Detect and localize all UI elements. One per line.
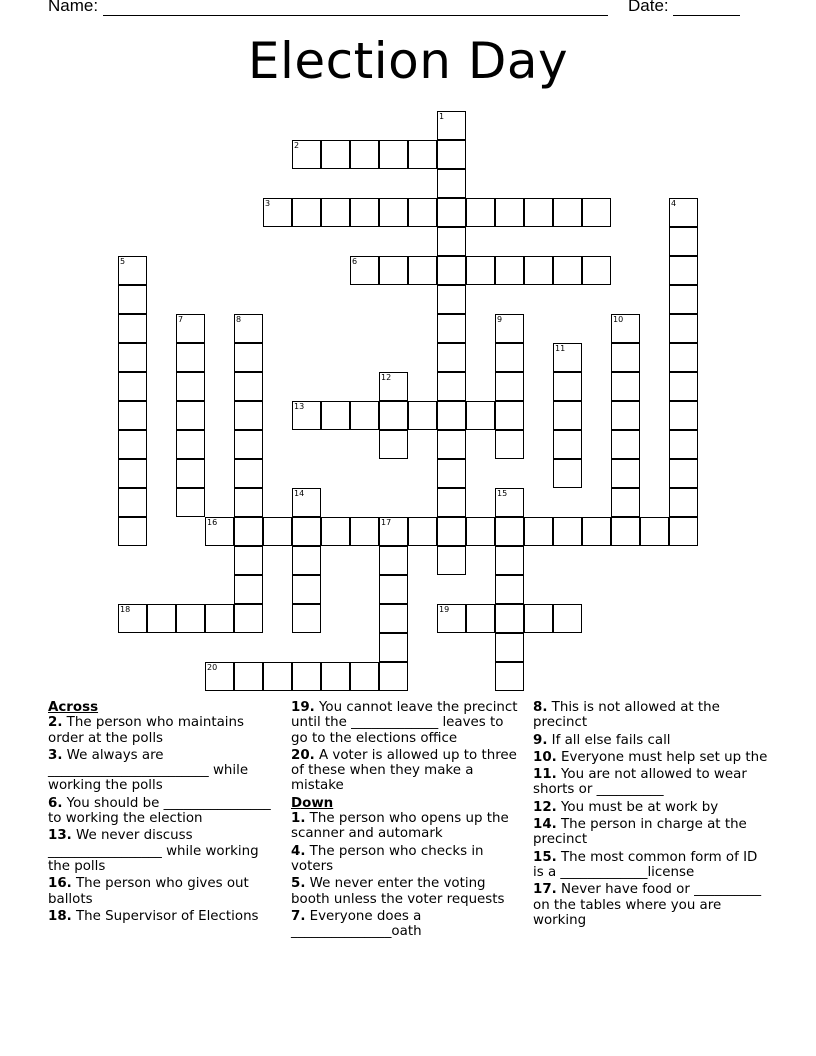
clue-number: 7	[178, 315, 184, 324]
grid-cell[interactable]	[176, 488, 205, 517]
date-label: Date:	[628, 0, 669, 15]
clue-number: 12	[381, 373, 392, 382]
grid-cell[interactable]	[495, 488, 524, 517]
grid-cell[interactable]	[437, 285, 466, 314]
grid-cell[interactable]	[640, 517, 669, 546]
grid-cell[interactable]	[553, 604, 582, 633]
grid-cell[interactable]	[321, 401, 350, 430]
grid-cell[interactable]	[466, 604, 495, 633]
clue-down-12: 12. You must be at work by	[533, 799, 719, 815]
grid-cell[interactable]	[205, 662, 234, 691]
grid-cell[interactable]	[234, 575, 263, 604]
grid-cell[interactable]	[669, 430, 698, 459]
grid-cell[interactable]	[524, 198, 553, 227]
grid-cell[interactable]	[292, 401, 321, 430]
grid-cell[interactable]	[350, 140, 379, 169]
grid-cell[interactable]	[611, 459, 640, 488]
grid-cell[interactable]	[263, 662, 292, 691]
grid-cell[interactable]	[437, 169, 466, 198]
clue-across-13: 13. We never discuss _________________ while working the polls	[48, 828, 259, 874]
grid-cell[interactable]	[379, 140, 408, 169]
clue-down-7: 7. Everyone does a _______________oath	[291, 908, 422, 940]
grid-cell[interactable]	[495, 546, 524, 575]
clue-across-2: 2. The person who maintains order at the polls	[48, 715, 244, 746]
grid-cell[interactable]	[669, 459, 698, 488]
clue-number: 14	[294, 489, 305, 498]
grid-cell[interactable]	[437, 372, 466, 401]
grid-cell[interactable]	[234, 459, 263, 488]
grid-cell[interactable]	[379, 372, 408, 401]
grid-cell[interactable]	[437, 517, 466, 546]
grid-cell[interactable]	[234, 372, 263, 401]
grid-cell[interactable]	[669, 488, 698, 517]
grid-cell[interactable]	[437, 140, 466, 169]
grid-cell[interactable]	[437, 343, 466, 372]
grid-cell[interactable]	[466, 401, 495, 430]
clue-down-10: 10. Everyone must help set up the	[533, 749, 768, 765]
grid-cell[interactable]	[495, 575, 524, 604]
grid-cell[interactable]	[118, 285, 147, 314]
grid-cell[interactable]	[408, 140, 437, 169]
grid-cell[interactable]	[292, 517, 321, 546]
grid-cell[interactable]	[118, 372, 147, 401]
grid-cell[interactable]	[553, 430, 582, 459]
grid-cell[interactable]	[118, 604, 147, 633]
grid-cell[interactable]	[437, 314, 466, 343]
clue-down-9: 9. If all else fails call	[533, 732, 671, 748]
grid-cell[interactable]	[292, 575, 321, 604]
clue-number: 9	[497, 315, 503, 324]
clue-number: 20	[207, 663, 218, 672]
clue-across-20: 20. A voter is allowed up to three of these when they make a mistake	[291, 747, 517, 794]
grid-cell[interactable]	[234, 546, 263, 575]
grid-cell[interactable]	[437, 401, 466, 430]
clue-down-17: 17. Never have food or __________ on the tables where you are working	[533, 882, 762, 928]
grid-cell[interactable]	[321, 198, 350, 227]
grid-cell[interactable]	[669, 314, 698, 343]
grid-cell[interactable]	[350, 401, 379, 430]
clue-column-2	[291, 700, 523, 941]
clue-down-11: 11. You are not allowed to wear shorts or __________	[533, 767, 747, 798]
grid-cell[interactable]	[350, 256, 379, 285]
grid-cell[interactable]	[495, 604, 524, 633]
grid-cell[interactable]	[553, 256, 582, 285]
grid-cell[interactable]	[118, 517, 147, 546]
grid-cell[interactable]	[176, 314, 205, 343]
grid-cell[interactable]	[611, 517, 640, 546]
grid-cell[interactable]	[553, 517, 582, 546]
grid-cell[interactable]	[379, 546, 408, 575]
grid-cell[interactable]	[611, 314, 640, 343]
grid-cell[interactable]	[234, 314, 263, 343]
grid-cell[interactable]	[408, 256, 437, 285]
grid-cell[interactable]	[292, 198, 321, 227]
grid-cell[interactable]	[611, 430, 640, 459]
grid-cell[interactable]	[263, 517, 292, 546]
grid-cell[interactable]	[292, 140, 321, 169]
grid-cell[interactable]	[118, 256, 147, 285]
grid-cell[interactable]	[176, 604, 205, 633]
grid-cell[interactable]	[582, 517, 611, 546]
grid-cell[interactable]	[669, 517, 698, 546]
clue-down-1: 1. The person who opens up the scanner and automark	[291, 811, 509, 842]
grid-cell[interactable]	[553, 198, 582, 227]
grid-cell[interactable]	[118, 401, 147, 430]
clue-down-8: 8. This is not allowed at the precinct	[533, 700, 720, 731]
grid-cell[interactable]	[582, 256, 611, 285]
grid-cell[interactable]	[437, 488, 466, 517]
grid-cell[interactable]	[611, 401, 640, 430]
grid-cell[interactable]	[437, 111, 466, 140]
grid-cell[interactable]	[437, 546, 466, 575]
grid-cell[interactable]	[495, 633, 524, 662]
grid-cell[interactable]	[669, 256, 698, 285]
grid-cell[interactable]	[234, 604, 263, 633]
grid-cell[interactable]	[118, 459, 147, 488]
grid-cell[interactable]	[437, 459, 466, 488]
grid-cell[interactable]	[524, 604, 553, 633]
grid-cell[interactable]	[495, 198, 524, 227]
grid-cell[interactable]	[263, 198, 292, 227]
clue-down-5: 5. We never enter the voting booth unless the voter requests	[291, 876, 505, 907]
grid-cell[interactable]	[379, 517, 408, 546]
grid-cell[interactable]	[524, 256, 553, 285]
grid-cell[interactable]	[611, 343, 640, 372]
puzzle-title: Election Day	[247, 32, 569, 90]
grid-cell[interactable]	[408, 517, 437, 546]
grid-cell[interactable]	[582, 198, 611, 227]
grid-cell[interactable]	[176, 459, 205, 488]
grid-cell[interactable]	[495, 517, 524, 546]
grid-cell[interactable]	[437, 256, 466, 285]
grid-cell[interactable]	[553, 459, 582, 488]
clue-number: 2	[294, 141, 300, 150]
clue-number: 16	[207, 518, 218, 527]
grid-cell[interactable]	[669, 401, 698, 430]
clue-number: 18	[120, 605, 131, 614]
grid-cell[interactable]	[611, 488, 640, 517]
grid-cell[interactable]	[234, 430, 263, 459]
across-heading: Across	[48, 700, 99, 715]
grid-cell[interactable]	[437, 604, 466, 633]
clue-across-19: 19. You cannot leave the precinct until the _____________ leaves to go to the elections office	[291, 700, 518, 746]
clue-column-1	[48, 700, 274, 926]
grid-cell[interactable]	[611, 372, 640, 401]
grid-cell[interactable]	[495, 343, 524, 372]
grid-cell[interactable]	[118, 430, 147, 459]
grid-cell[interactable]	[292, 546, 321, 575]
grid-cell[interactable]	[379, 430, 408, 459]
grid-cell[interactable]	[234, 488, 263, 517]
grid-cell[interactable]	[466, 517, 495, 546]
clue-across-3: 3. We always are ________________________ while working the polls	[48, 747, 249, 794]
clue-number: 17	[381, 518, 392, 527]
clue-number: 8	[236, 315, 242, 324]
grid-cell[interactable]	[176, 401, 205, 430]
clue-down-15: 15. The most common form of ID is a _____________license	[533, 849, 758, 880]
clue-number: 19	[439, 605, 450, 614]
grid-cell[interactable]	[321, 517, 350, 546]
grid-cell[interactable]	[350, 198, 379, 227]
clue-number: 11	[555, 344, 566, 353]
grid-cell[interactable]	[234, 517, 263, 546]
clue-number: 10	[613, 315, 624, 324]
grid-cell[interactable]	[669, 227, 698, 256]
grid-cell[interactable]	[669, 343, 698, 372]
grid-cell[interactable]	[495, 314, 524, 343]
grid-cell[interactable]	[437, 227, 466, 256]
grid-cell[interactable]	[408, 198, 437, 227]
clue-number: 6	[352, 257, 358, 266]
clue-number: 4	[671, 199, 677, 208]
grid-cell[interactable]	[466, 256, 495, 285]
grid-cell[interactable]	[379, 633, 408, 662]
grid-cell[interactable]	[408, 401, 437, 430]
grid-cell[interactable]	[495, 430, 524, 459]
grid-cell[interactable]	[292, 488, 321, 517]
grid-cell[interactable]	[495, 662, 524, 691]
grid-cell[interactable]	[234, 401, 263, 430]
grid-cell[interactable]	[379, 198, 408, 227]
grid-cell[interactable]	[234, 343, 263, 372]
grid-cell[interactable]	[495, 372, 524, 401]
grid-cell[interactable]	[379, 256, 408, 285]
clue-number: 13	[294, 402, 305, 411]
clue-number: 1	[439, 112, 445, 121]
name-label: Name:	[48, 0, 99, 15]
grid-cell[interactable]	[147, 604, 176, 633]
grid-cell[interactable]	[350, 517, 379, 546]
clue-number: 5	[120, 257, 126, 266]
grid-cell[interactable]	[118, 314, 147, 343]
grid-cell[interactable]	[205, 604, 234, 633]
grid-cell[interactable]	[437, 198, 466, 227]
grid-cell[interactable]	[553, 372, 582, 401]
clue-across-16: 16. The person who gives out ballots	[48, 876, 249, 907]
down-heading: Down	[291, 795, 334, 811]
grid-cell[interactable]	[669, 372, 698, 401]
grid-cell[interactable]	[234, 662, 263, 691]
grid-cell[interactable]	[379, 401, 408, 430]
grid-cell[interactable]	[321, 140, 350, 169]
grid-cell[interactable]	[669, 198, 698, 227]
grid-cell[interactable]	[292, 662, 321, 691]
clue-column-3	[533, 700, 769, 930]
grid-cell[interactable]	[205, 517, 234, 546]
grid-cell[interactable]	[350, 662, 379, 691]
clue-across-18: 18. The Supervisor of Elections	[48, 908, 259, 924]
grid-cell[interactable]	[553, 343, 582, 372]
clue-down-4: 4. The person who checks in voters	[291, 843, 484, 874]
grid-cell[interactable]	[437, 430, 466, 459]
grid-cell[interactable]	[176, 343, 205, 372]
grid-cell[interactable]	[524, 517, 553, 546]
grid-cell[interactable]	[466, 198, 495, 227]
grid-cell[interactable]	[379, 604, 408, 633]
clue-down-14: 14. The person in charge at the precinct	[533, 817, 747, 848]
grid-cell[interactable]	[669, 285, 698, 314]
grid-cell[interactable]	[118, 343, 147, 372]
clue-across-6: 6. You should be ________________ to working the election	[48, 795, 271, 827]
grid-cell[interactable]	[495, 401, 524, 430]
grid-cell[interactable]	[118, 488, 147, 517]
grid-cell[interactable]	[176, 372, 205, 401]
clue-number: 15	[497, 489, 508, 498]
clue-number: 3	[265, 199, 271, 208]
grid-cell[interactable]	[379, 662, 408, 691]
grid-cell[interactable]	[176, 430, 205, 459]
grid-cell[interactable]	[379, 575, 408, 604]
grid-cell[interactable]	[553, 401, 582, 430]
grid-cell[interactable]	[321, 662, 350, 691]
grid-cell[interactable]	[292, 604, 321, 633]
grid-cell[interactable]	[495, 256, 524, 285]
